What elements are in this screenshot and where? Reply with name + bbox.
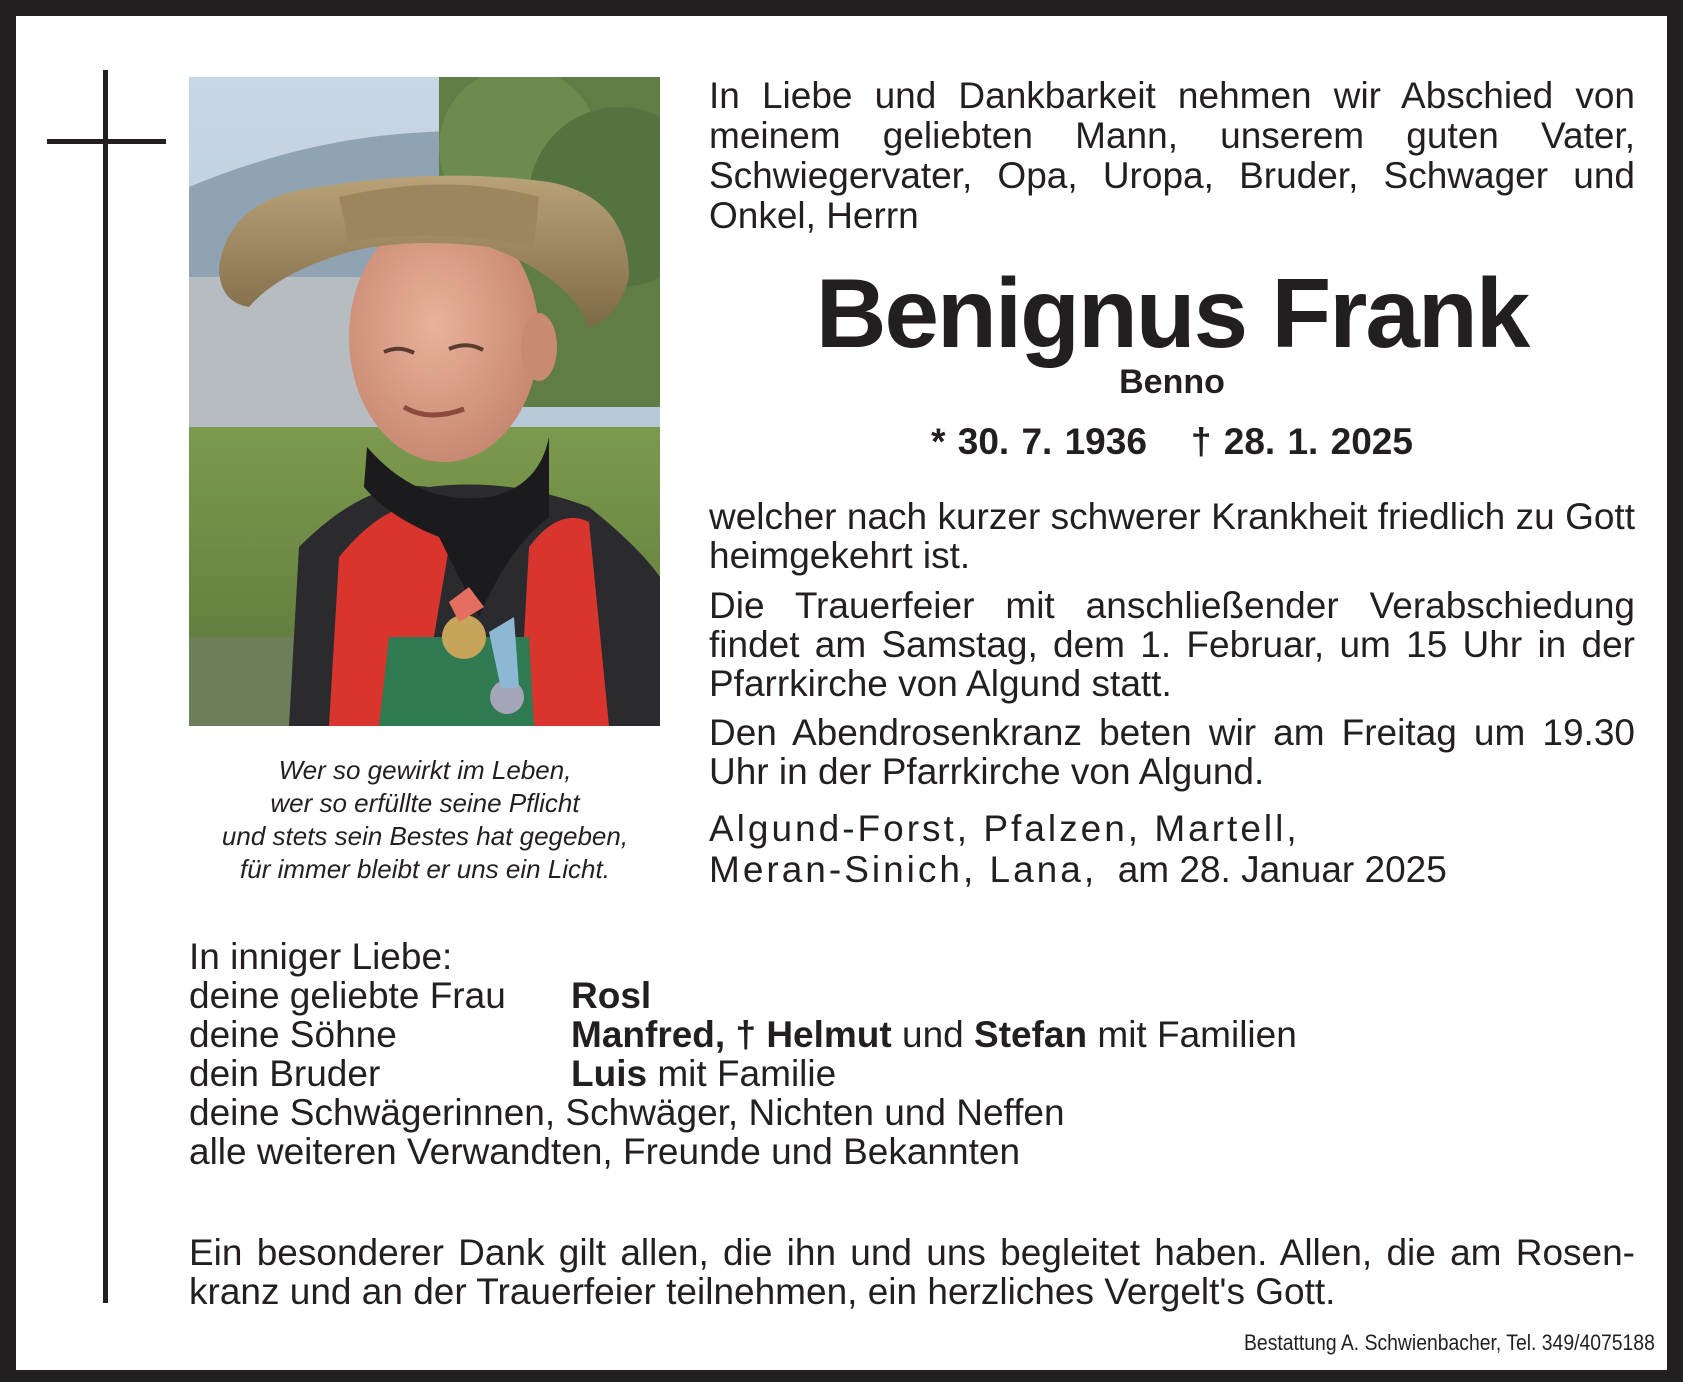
relation-label: deine geliebte Frau — [189, 975, 506, 1016]
relation-label: deine Söhne — [189, 1014, 397, 1055]
mourner-name: Manfred, † Helmut — [571, 1014, 892, 1055]
deceased-nickname: Benno — [1119, 363, 1225, 401]
cross-horizontal-bar — [47, 139, 166, 144]
poem-line: Wer so gewirkt im Leben, — [278, 755, 572, 785]
mourner-name: Stefan — [974, 1014, 1088, 1055]
portrait-photo — [189, 77, 660, 726]
notice-date: am 28. Januar 2025 — [1117, 849, 1447, 890]
mourner-row-brother: dein Bruder Luis mit Familie — [189, 1053, 837, 1094]
relation-label: dein Bruder — [189, 1053, 381, 1094]
paragraph-passing: welcher nach kurzer schwerer Krankheit friedlich zu Gott heimgekehrt ist. — [709, 496, 1635, 576]
place-line-1: Algund-Forst, Pfalzen, Martell, — [709, 808, 1300, 849]
mourners-list — [189, 937, 1489, 1171]
mourner-name: Rosl — [571, 975, 652, 1016]
poem-line: wer so erfüllte seine Pflicht — [270, 788, 580, 818]
life-dates — [709, 420, 1635, 464]
paragraph-funeral: Die Trauerfeier mit anschließender Verabschiedung findet am Samstag, dem 1. Februar, um 15 Uhr in der Pfarrkirche von Algund statt. — [709, 585, 1635, 704]
poem-line: und stets sein Bestes hat gegeben, — [221, 821, 629, 851]
cross-vertical-bar — [103, 70, 108, 1303]
memorial-poem — [175, 754, 675, 886]
mourners-heading: In inniger Liebe: — [189, 936, 453, 977]
birth-date: * 30. 7. 1936 — [931, 421, 1147, 462]
undertaker-credit: Bestattung A. Schwienbacher, Tel. 349/4075188 — [1244, 1330, 1655, 1355]
place-line-2: Meran-Sinich, Lana, — [709, 849, 1098, 890]
mourner-row-sons: deine Söhne Manfred, † Helmut und Stefan mit Familien — [189, 1014, 1297, 1055]
poem-line: für immer bleibt er uns ein Licht. — [240, 854, 610, 884]
place-and-date — [709, 808, 1635, 890]
mourner-row-wife — [189, 976, 1489, 1015]
mourner-name: Luis — [571, 1053, 648, 1094]
mourner-row-others: alle weiteren Verwandten, Freunde und Bekannten — [189, 1131, 1021, 1172]
death-date: † 28. 1. 2025 — [1190, 421, 1413, 462]
intro-text: In Liebe und Dankbarkeit nehmen wir Abschied von meinem geliebten Mann, unserem guten Vater, Schwiegervater, Opa, Uropa, Bruder, Schwager und Onkel, Herrn — [709, 75, 1635, 236]
paragraph-rosary: Den Abendrosenkranz beten wir am Freitag um 19.30 Uhr in der Pfarrkirche von Algund. — [709, 712, 1635, 792]
deceased-name: Benignus Frank — [815, 258, 1529, 368]
thanks-text: Ein besonderer Dank gilt allen, die ihn und uns begleitet haben. Allen, die am Rosen- kranz und an der Trauerfeier teilnehmen, ein herzliches Vergelt's Gott. — [189, 1232, 1635, 1312]
mourner-row-inlaws: deine Schwägerinnen, Schwäger, Nichten und Neffen — [189, 1092, 1065, 1133]
